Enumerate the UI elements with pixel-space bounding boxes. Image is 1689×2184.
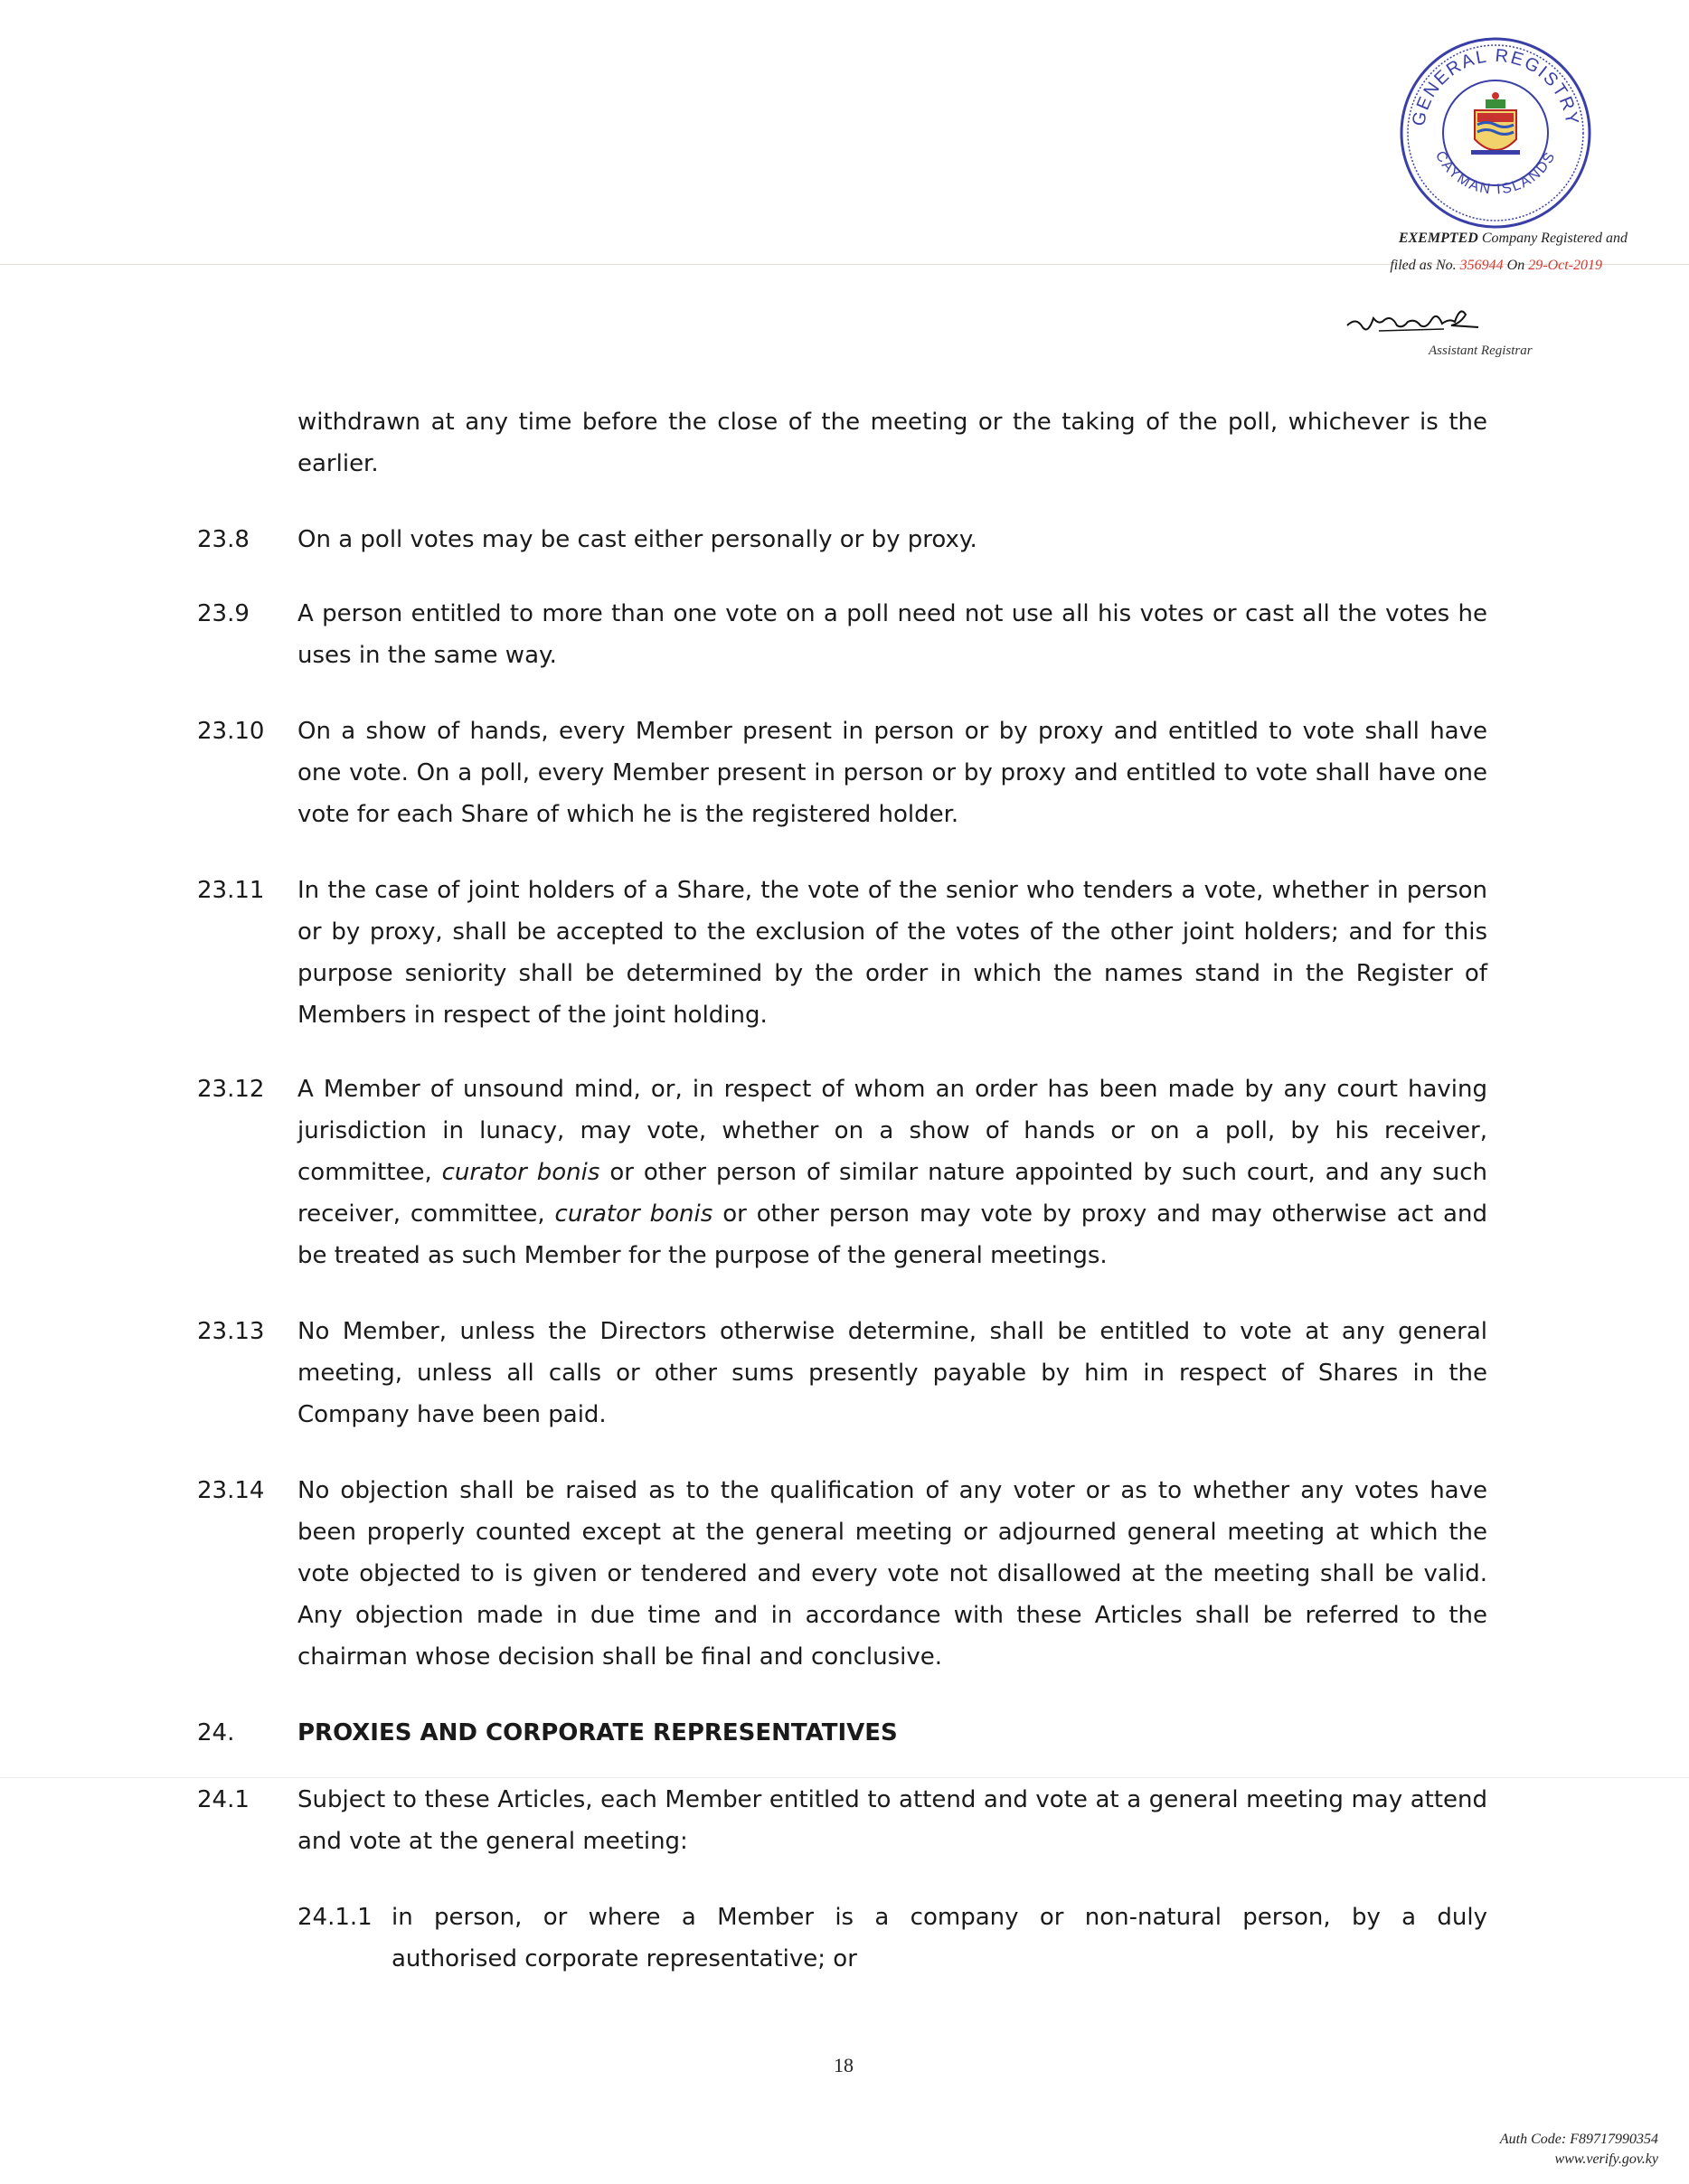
clause-text-part: or other person of similar nature appointed by such court, and any such receiver, committee, bbox=[297, 1159, 1487, 1228]
latin-term: curator bonis bbox=[554, 1200, 713, 1228]
clause-continuation: withdrawn at any time before the close of the meeting or the taking of the poll, whichever is the earlier. bbox=[297, 409, 1487, 477]
clause-number: 23.10 bbox=[197, 718, 265, 745]
page-number: 18 bbox=[834, 2054, 854, 2076]
seal-top-text: GENERAL REGISTRY bbox=[1409, 45, 1582, 128]
seal-bottom-text: CAYMAN ISLANDS bbox=[1431, 148, 1560, 198]
registration-number: 356944 bbox=[1459, 258, 1504, 273]
general-registry-seal-icon bbox=[1397, 34, 1594, 231]
clause-text bbox=[297, 1068, 1487, 1276]
latin-term: curator bonis bbox=[441, 1159, 600, 1186]
clause-text: No objection shall be raised as to the qualification of any voter or as to whether any votes have been properly counted except at the general meeting or adjourned general meeting at which the vote objected to is given or tendered and every vote not disallowed at the meeting shall be valid. Any objection made in due time and in accordance with these Articles shall be referred to the chairman whose decision shall be final and conclusive. bbox=[297, 1477, 1487, 1671]
scan-artifact-line bbox=[0, 1777, 1689, 1778]
filed-as-label: filed as No. bbox=[1390, 258, 1460, 273]
section-title: PROXIES AND CORPORATE REPRESENTATIVES bbox=[297, 1719, 898, 1746]
auth-footer bbox=[1500, 2130, 1658, 2170]
verify-url: www.verify.gov.ky bbox=[1554, 2151, 1658, 2167]
registration-line1: Company Registered and bbox=[1477, 231, 1628, 246]
company-type: EXEMPTED bbox=[1398, 231, 1478, 246]
clause-text-part: or other person may vote by proxy and may otherwise act and be treated as such Member for the purpose of the general meetings. bbox=[297, 1200, 1487, 1269]
subclause-text-line1: in person, or where a Member is a company or non-natural person, by a duly bbox=[392, 1904, 1487, 1931]
signatory-title: Assistant Registrar bbox=[1429, 344, 1533, 358]
subclause-text-line2: authorised corporate representative; or bbox=[392, 1945, 857, 1972]
clause-text: On a show of hands, every Member present in person or by proxy and entitled to vote shall have one vote. On a poll, every Member present in person or by proxy and entitled to vote shall have one vote for each Share of which he is the registered holder. bbox=[297, 718, 1487, 828]
auth-code: Auth Code: F89717990354 bbox=[1499, 2132, 1658, 2147]
svg-text:CAYMAN ISLANDS bbox=[1432, 148, 1559, 197]
on-label: On bbox=[1503, 258, 1529, 273]
clause-text: No Member, unless the Directors otherwise determine, shall be entitled to vote at any general meeting, unless all calls or other sums presently payable by him in respect of Shares in the Company have been paid. bbox=[297, 1318, 1487, 1428]
clause-text: A person entitled to more than one vote on a poll need not use all his votes or cast all the votes he uses in the same way. bbox=[297, 600, 1487, 669]
clause-number: 23.14 bbox=[197, 1477, 265, 1504]
registrar-signature bbox=[1343, 298, 1487, 339]
clause-text: In the case of joint holders of a Share, the vote of the senior who tenders a vote, whether in person or by proxy, shall be accepted to the exclusion of the votes of the other joint holders; and for this purpose seniority shall be determined by the order in which the names stand in the Register of Members in respect of the joint holding. bbox=[297, 877, 1487, 1029]
clause-number: 23.8 bbox=[197, 526, 250, 553]
clause-text-part: A Member of unsound mind, or, in respect of whom an order has been made by any court having jurisdiction in lunacy, may vote, whether on a show of hands or on a poll, by his receiver, committee, bbox=[297, 1076, 1487, 1186]
registration-date: 29-Oct-2019 bbox=[1528, 258, 1602, 273]
clause-number: 23.12 bbox=[197, 1076, 265, 1103]
clause-text: On a poll votes may be cast either personally or by proxy. bbox=[297, 526, 977, 553]
clause-text: Subject to these Articles, each Member entitled to attend and vote at a general meeting may attend and vote at the general meeting: bbox=[297, 1786, 1487, 1855]
clause-number: 24.1 bbox=[197, 1786, 250, 1813]
clause-number: 23.13 bbox=[197, 1318, 265, 1345]
clause-number: 23.9 bbox=[197, 600, 250, 627]
section-number: 24. bbox=[197, 1719, 235, 1746]
clause-number: 23.11 bbox=[197, 877, 265, 904]
subclause-number: 24.1.1 bbox=[297, 1904, 373, 1931]
